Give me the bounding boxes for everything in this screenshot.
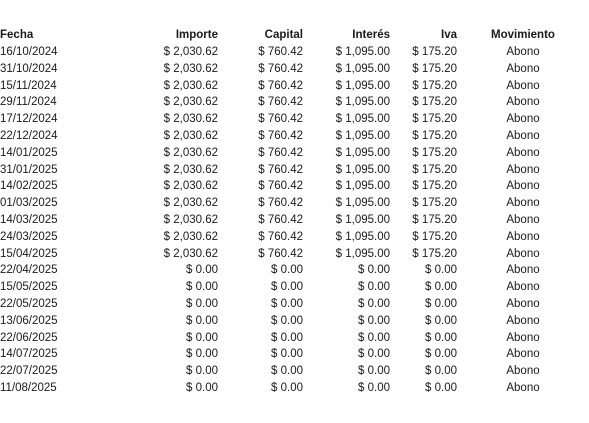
cell-importe: $ 0.00 [186,281,218,294]
cell-iva: $ 0.00 [425,281,457,294]
header-importe: Importe [175,29,218,41]
cell-importe: $ 2,030.62 [163,129,218,142]
table-row [0,94,589,111]
table-row [0,229,589,246]
cell-movimiento: Abono [506,348,540,361]
cell-fecha: 22/04/2025 [0,264,58,277]
cell-fecha: 14/07/2025 [0,348,58,361]
cell-importe: $ 2,030.62 [163,46,218,58]
header-capital: Capital [264,29,303,41]
table-row [0,195,589,212]
cell-fecha: 22/05/2025 [0,297,58,310]
cell-interes: $ 0.00 [358,365,390,378]
table-row [0,128,589,145]
cell-capital: $ 0.00 [271,381,303,394]
cell-movimiento: Abono [506,129,540,142]
cell-movimiento: Abono [506,297,540,310]
header-fecha: Fecha [0,29,34,41]
cell-importe: $ 0.00 [186,381,218,394]
cell-interes: $ 1,095.00 [335,163,390,176]
cell-fecha: 15/04/2025 [0,247,58,260]
table-row [0,262,589,279]
cell-interes: $ 1,095.00 [335,247,390,260]
cell-movimiento: Abono [506,163,540,176]
cell-capital: $ 760.42 [258,230,303,243]
cell-capital: $ 760.42 [258,213,303,226]
cell-movimiento: Abono [506,365,540,378]
cell-movimiento: Abono [506,331,540,344]
cell-capital: $ 0.00 [271,281,303,294]
cell-fecha: 22/12/2024 [0,129,58,142]
cell-interes: $ 0.00 [358,331,390,344]
cell-iva: $ 0.00 [425,348,457,361]
cell-movimiento: Abono [506,264,540,277]
header-interes: Interés [352,29,390,41]
cell-movimiento: Abono [506,46,540,58]
cell-movimiento: Abono [506,281,540,294]
cell-capital: $ 0.00 [271,331,303,344]
cell-importe: $ 2,030.62 [163,197,218,210]
cell-fecha: 13/06/2025 [0,314,58,327]
table-row [0,246,589,263]
cell-movimiento: Abono [506,247,540,260]
cell-importe: $ 2,030.62 [163,247,218,260]
cell-interes: $ 1,095.00 [335,62,390,75]
cell-iva: $ 175.20 [412,46,457,58]
table-row [0,363,589,380]
cell-movimiento: Abono [506,96,540,109]
cell-capital: $ 760.42 [258,180,303,193]
cell-movimiento: Abono [506,314,540,327]
cell-movimiento: Abono [506,146,540,159]
table-row [0,145,589,162]
table-row [0,44,589,61]
cell-interes: $ 1,095.00 [335,129,390,142]
cell-importe: $ 0.00 [186,297,218,310]
cell-movimiento: Abono [506,79,540,92]
table-body [0,44,589,397]
cell-interes: $ 1,095.00 [335,46,390,58]
cell-iva: $ 0.00 [425,381,457,394]
cell-fecha: 01/03/2025 [0,197,58,210]
cell-interes: $ 1,095.00 [335,213,390,226]
cell-movimiento: Abono [506,230,540,243]
cell-importe: $ 0.00 [186,314,218,327]
cell-fecha: 15/11/2024 [0,79,57,92]
cell-capital: $ 760.42 [258,46,303,58]
cell-iva: $ 175.20 [412,129,457,142]
table-row [0,178,589,195]
cell-iva: $ 175.20 [412,213,457,226]
cell-capital: $ 0.00 [271,264,303,277]
table-row [0,313,589,330]
table-row [0,111,589,128]
table-row [0,279,589,296]
cell-capital: $ 760.42 [258,163,303,176]
table-row [0,78,589,95]
cell-interes: $ 0.00 [358,297,390,310]
cell-fecha: 14/01/2025 [0,146,58,159]
cell-iva: $ 175.20 [412,197,457,210]
cell-capital: $ 760.42 [258,129,303,142]
cell-capital: $ 760.42 [258,113,303,126]
cell-iva: $ 0.00 [425,331,457,344]
cell-fecha: 17/12/2024 [0,113,58,126]
cell-capital: $ 0.00 [271,365,303,378]
cell-importe: $ 2,030.62 [163,113,218,126]
cell-fecha: 16/10/2024 [0,46,58,58]
cell-movimiento: Abono [506,213,540,226]
cell-iva: $ 175.20 [412,163,457,176]
cell-iva: $ 175.20 [412,96,457,109]
table-row [0,346,589,363]
cell-movimiento: Abono [506,197,540,210]
cell-interes: $ 1,095.00 [335,113,390,126]
cell-fecha: 22/07/2025 [0,365,58,378]
cell-movimiento: Abono [506,62,540,75]
cell-iva: $ 175.20 [412,180,457,193]
cell-fecha: 14/03/2025 [0,213,58,226]
cell-importe: $ 2,030.62 [163,62,218,75]
cell-interes: $ 0.00 [358,281,390,294]
header-iva: Iva [441,29,457,41]
cell-importe: $ 2,030.62 [163,79,218,92]
cell-capital: $ 760.42 [258,96,303,109]
cell-capital: $ 760.42 [258,62,303,75]
cell-interes: $ 0.00 [358,264,390,277]
table-row [0,212,589,229]
cell-iva: $ 175.20 [412,79,457,92]
cell-importe: $ 2,030.62 [163,230,218,243]
cell-importe: $ 2,030.62 [163,180,218,193]
cell-iva: $ 175.20 [412,113,457,126]
cell-interes: $ 1,095.00 [335,79,390,92]
table-row [0,162,589,179]
table-header [0,26,589,44]
cell-fecha: 14/02/2025 [0,180,58,193]
cell-iva: $ 175.20 [412,230,457,243]
cell-fecha: 22/06/2025 [0,331,58,344]
cell-fecha: 11/08/2025 [0,381,57,394]
cell-importe: $ 0.00 [186,348,218,361]
cell-fecha: 31/01/2025 [0,163,58,176]
header-movimiento: Movimiento [491,29,555,41]
cell-importe: $ 2,030.62 [163,163,218,176]
cell-fecha: 15/05/2025 [0,281,58,294]
cell-fecha: 24/03/2025 [0,230,58,243]
cell-iva: $ 0.00 [425,264,457,277]
cell-interes: $ 1,095.00 [335,96,390,109]
cell-capital: $ 760.42 [258,79,303,92]
table-row [0,330,589,347]
cell-fecha: 31/10/2024 [0,62,58,75]
cell-movimiento: Abono [506,180,540,193]
cell-iva: $ 0.00 [425,297,457,310]
cell-fecha: 29/11/2024 [0,96,57,109]
cell-interes: $ 1,095.00 [335,180,390,193]
cell-iva: $ 175.20 [412,146,457,159]
cell-importe: $ 0.00 [186,365,218,378]
cell-capital: $ 760.42 [258,247,303,260]
cell-capital: $ 760.42 [258,146,303,159]
cell-movimiento: Abono [506,381,540,394]
cell-interes: $ 0.00 [358,381,390,394]
table-row [0,380,589,397]
cell-iva: $ 0.00 [425,365,457,378]
cell-importe: $ 2,030.62 [163,213,218,226]
payments-table [0,26,589,397]
table-row [0,61,589,78]
cell-capital: $ 0.00 [271,314,303,327]
cell-interes: $ 1,095.00 [335,197,390,210]
cell-importe: $ 2,030.62 [163,96,218,109]
cell-movimiento: Abono [506,113,540,126]
cell-interes: $ 0.00 [358,348,390,361]
cell-iva: $ 0.00 [425,314,457,327]
cell-iva: $ 175.20 [412,247,457,260]
cell-capital: $ 0.00 [271,297,303,310]
cell-interes: $ 1,095.00 [335,230,390,243]
cell-capital: $ 0.00 [271,348,303,361]
cell-capital: $ 760.42 [258,197,303,210]
cell-importe: $ 0.00 [186,264,218,277]
header-row [0,26,589,44]
cell-iva: $ 175.20 [412,62,457,75]
cell-importe: $ 0.00 [186,331,218,344]
cell-interes: $ 1,095.00 [335,146,390,159]
table-row [0,296,589,313]
cell-interes: $ 0.00 [358,314,390,327]
cell-importe: $ 2,030.62 [163,146,218,159]
